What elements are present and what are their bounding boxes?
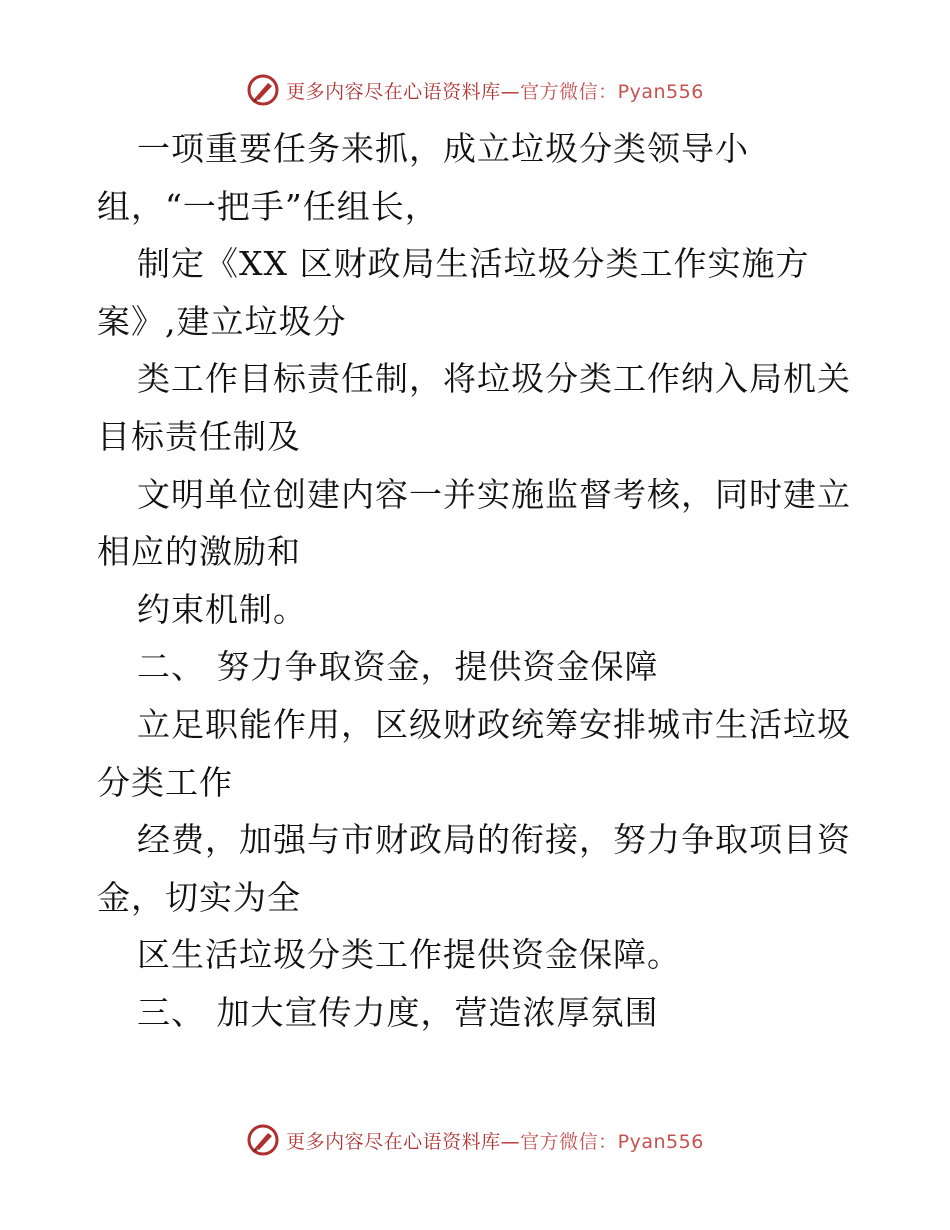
text-line: 组，“一把手”任组长， <box>97 186 439 226</box>
footer-watermark <box>0 1118 950 1162</box>
text-line: 一项重要任务来抓，成立垃圾分类领导小 <box>137 129 749 168</box>
text-line: 分类工作 <box>97 762 233 802</box>
header-watermark <box>0 68 950 112</box>
text-line: 金，切实为全 <box>97 877 301 917</box>
pen-circle-logo-icon <box>246 73 280 107</box>
pen-circle-logo-icon <box>246 1123 280 1157</box>
text-line: 约束机制。 <box>137 589 307 629</box>
watermark-text: 更多内容尽在心语资料库—官方微信：Pyan556 <box>286 1130 704 1153</box>
text-line: 案》,建立垃圾分 <box>97 301 347 341</box>
text-line: 经费，加强与市财政局的衔接，努力争取项目资 <box>137 820 851 860</box>
watermark-text: 更多内容尽在心语资料库—官方微信：Pyan556 <box>286 80 704 103</box>
section-heading: 三、 加大宣传力度，营造浓厚氛围 <box>137 992 659 1032</box>
text-line: 区生活垃圾分类工作提供资金保障。 <box>137 935 681 975</box>
text-line: 立足职能作用，区级财政统筹安排城市生活垃圾 <box>137 704 851 744</box>
text-line: 文明单位创建内容一并实施监督考核，同时建立 <box>137 474 851 514</box>
text-line: 制定《XX 区财政局生活垃圾分类工作实施方 <box>137 244 810 284</box>
text-line: 相应的激励和 <box>97 532 301 572</box>
section-heading: 二、 努力争取资金，提供资金保障 <box>137 647 659 687</box>
document-body <box>97 120 857 1042</box>
text-line: 类工作目标责任制，将垃圾分类工作纳入局机关 <box>137 359 851 399</box>
text-line: 目标责任制及 <box>97 416 301 456</box>
